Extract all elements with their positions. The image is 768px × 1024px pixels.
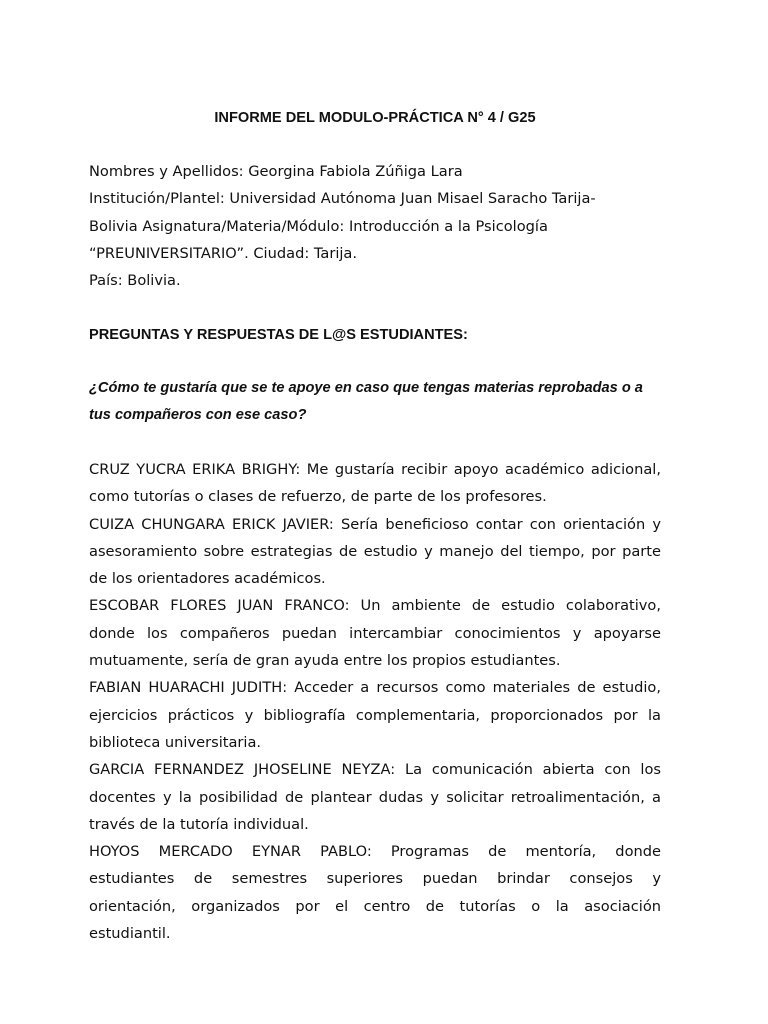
question-line: ¿Cómo te gustaría que se te apoye en caso que tengas materias reprobadas o a: [89, 380, 643, 396]
answer-line: asesoramiento sobre estrategias de estudio y manejo del tiempo, por parte: [89, 542, 661, 560]
answer-line: docentes y la posibilidad de plantear dudas y solicitar retroalimentación, a: [89, 788, 661, 806]
answer-line: biblioteca universitaria.: [89, 733, 262, 751]
document-title: INFORME DEL MODULO-PRÁCTICA N° 4 / G25: [214, 110, 536, 126]
answer-line: FABIAN HUARACHI JUDITH: Acceder a recursos como materiales de estudio,: [89, 679, 661, 697]
question-line: tus compañeros con ese caso?: [89, 407, 307, 424]
section-heading: PREGUNTAS Y RESPUESTAS DE L@S ESTUDIANTES:: [89, 327, 468, 343]
student-info: [89, 158, 661, 294]
info-line-country: País: Bolivia.: [89, 272, 181, 290]
answer-line: donde los compañeros puedan intercambiar conocimientos y apoyarse: [89, 624, 661, 642]
info-line-city: “PREUNIVERSITARIO”. Ciudad: Tarija.: [89, 244, 358, 262]
answer-line: ejercicios prácticos y bibliografía complementaria, proporcionados por la: [89, 706, 661, 724]
question: [89, 375, 661, 430]
answer-line: orientación, organizados por el centro de tutorías o la asociación: [89, 897, 661, 915]
answer-line: HOYOS MERCADO EYNAR PABLO: Programas de mentoría, donde: [89, 843, 661, 861]
info-line-institution: Institución/Plantel: Universidad Autónoma Juan Misael Saracho Tarija-: [89, 190, 596, 208]
answer-line: GARCIA FERNANDEZ JHOSELINE NEYZA: La comunicación abierta con los: [89, 761, 661, 779]
answer-line: CRUZ YUCRA ERIKA BRIGHY: Me gustaría recibir apoyo académico adicional,: [89, 461, 661, 478]
info-line-subject: Bolivia Asignatura/Materia/Módulo: Introducción a la Psicología: [89, 217, 548, 235]
answer-line: ESCOBAR FLORES JUAN FRANCO: Un ambiente de estudio colaborativo,: [89, 597, 661, 615]
answer-line: mutuamente, sería de gran ayuda entre los propios estudiantes.: [89, 652, 561, 670]
info-line-name: Nombres y Apellidos: Georgina Fabiola Zúñiga Lara: [89, 163, 463, 180]
answer-line: estudiantes de semestres superiores puedan brindar consejos y: [89, 870, 661, 888]
answer-line: de los orientadores académicos.: [89, 570, 326, 588]
answer-line: CUIZA CHUNGARA ERICK JAVIER: Sería beneficioso contar con orientación y: [89, 515, 661, 533]
answer-line: estudiantil.: [89, 925, 171, 943]
answers-block: [89, 456, 661, 947]
answer-line: como tutorías o clases de refuerzo, de parte de los profesores.: [89, 488, 547, 506]
answer-line: través de la tutoría individual.: [89, 815, 309, 833]
